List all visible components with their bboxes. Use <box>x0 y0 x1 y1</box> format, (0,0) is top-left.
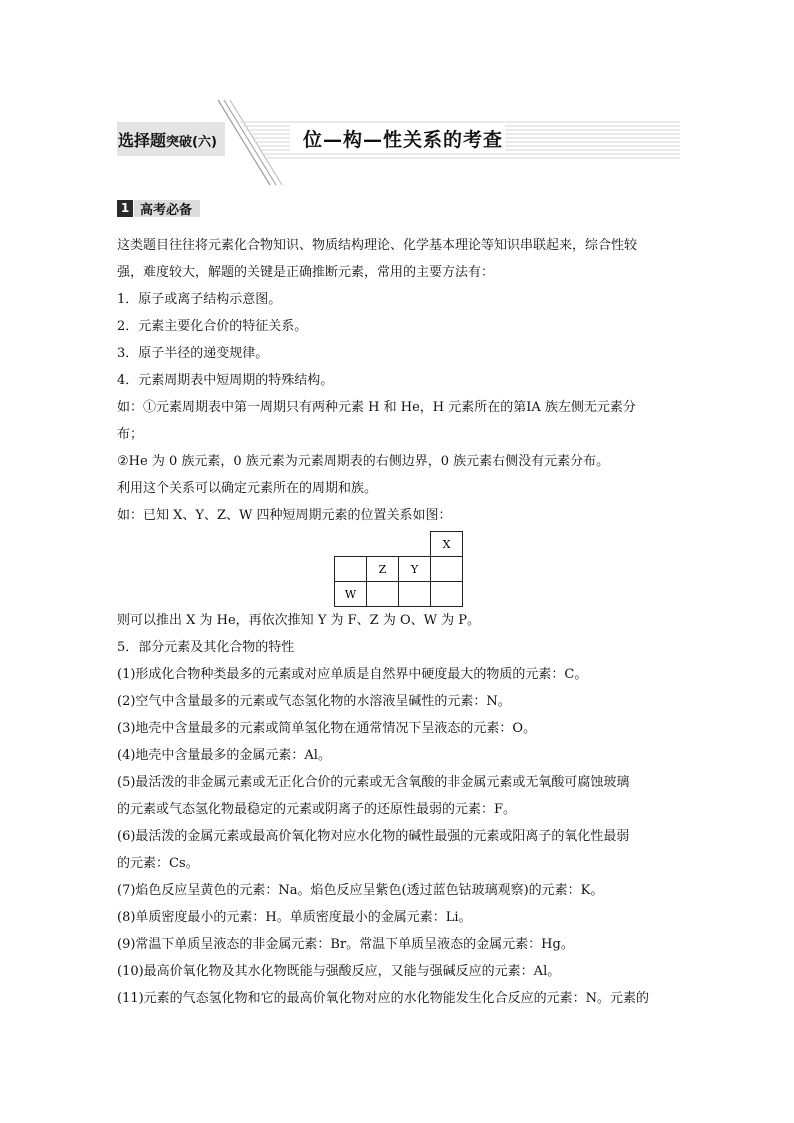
paragraph-line: (5)最活泼的非金属元素或无正化合价的元素或无含氧酸的非金属元素或无氧酸可腐蚀玻璃 <box>117 775 630 790</box>
paragraph-line: 的元素或气态氢化物最稳定的元素或阴离子的还原性最弱的元素：F。 <box>117 802 517 817</box>
paragraph-line: 5．部分元素及其化合物的特性 <box>117 640 295 655</box>
paragraph-line: 4．元素周期表中短周期的特殊结构。 <box>117 373 334 388</box>
paragraph-line: (7)焰色反应呈黄色的元素：Na。焰色反应呈紫色(透过蓝色钴玻璃观察)的元素：K。 <box>117 883 604 898</box>
cell-w: W <box>344 588 357 601</box>
section-label: 高考必备 <box>134 200 200 217</box>
document-body <box>117 232 683 1012</box>
paragraph-line: 利用这个关系可以确定元素所在的周期和族。 <box>117 481 378 496</box>
paragraph-line: 2．元素主要化合价的特征关系。 <box>117 319 308 334</box>
page-title: 位—构—性关系的考查 <box>303 129 504 151</box>
paragraph-line: (2)空气中含量最多的元素或气态氢化物的水溶液呈碱性的元素：N。 <box>117 694 511 709</box>
paragraph-line: 强，难度较大，解题的关键是正确推断元素，常用的主要方法有： <box>117 265 495 280</box>
paragraph-line: (9)常温下单质呈液态的非金属元素：Br。常温下单质呈液态的金属元素：Hg。 <box>117 937 574 952</box>
paragraph-line: 布； <box>117 427 144 442</box>
header-tag-main: 选择题 <box>118 131 167 150</box>
header-tag-sub: 突破(六) <box>166 135 217 150</box>
paragraph-line: (4)地壳中含量最多的金属元素：Al。 <box>117 748 331 763</box>
paragraph-line: 的元素：Cs。 <box>117 856 199 871</box>
paragraph-line: (11)元素的气态氢化物和它的最高价氧化物对应的水化物能发生化合反应的元素：N。元素的 <box>117 991 650 1006</box>
periodic-position-figure <box>117 529 683 607</box>
section-number: 1 <box>117 200 133 217</box>
paragraph-line: 则可以推出 X 为 He，再依次推知 Y 为 F、Z 为 O、W 为 P。 <box>117 613 481 628</box>
paragraph-line: (1)形成化合物种类最多的元素或对应单质是自然界中硬度最大的物质的元素：C。 <box>117 667 588 682</box>
paragraph-line: (10)最高价氧化物及其水化物既能与强酸反应，又能与强碱反应的元素：Al。 <box>117 964 561 979</box>
element-position-grid <box>334 531 466 611</box>
cell-x: X <box>442 538 451 551</box>
cell-z: Z <box>378 563 387 576</box>
header-tag <box>118 128 217 151</box>
section-heading <box>117 199 200 217</box>
paragraph-line: (6)最活泼的金属元素或最高价氧化物对应水化物的碱性最强的元素或阳离子的氧化性最弱 <box>117 829 630 844</box>
paragraph-line: 如：已知 X、Y、Z、W 四种短周期元素的位置关系如图： <box>117 508 452 523</box>
cell-y: Y <box>410 563 419 576</box>
paragraph-line: 这类题目往往将元素化合物知识、物质结构理论、化学基本理论等知识串联起来，综合性较 <box>117 238 638 253</box>
paragraph-line: 如：①元素周期表中第一周期只有两种元素 H 和 He，H 元素所在的第ⅠA 族左侧无元素分 <box>117 400 636 415</box>
paragraph-line: 3．原子半径的递变规律。 <box>117 346 269 361</box>
paragraph-line: (3)地壳中含量最多的元素或简单氢化物在通常情况下呈液态的元素：O。 <box>117 721 537 736</box>
paragraph-line: (8)单质密度最小的元素：H。单质密度最小的金属元素：Li。 <box>117 910 472 925</box>
chapter-header <box>0 95 794 190</box>
paragraph-line: ②He 为 0 族元素，0 族元素为元素周期表的右侧边界，0 族元素右侧没有元素分布。 <box>117 454 610 469</box>
paragraph-line: 1．原子或离子结构示意图。 <box>117 292 282 307</box>
